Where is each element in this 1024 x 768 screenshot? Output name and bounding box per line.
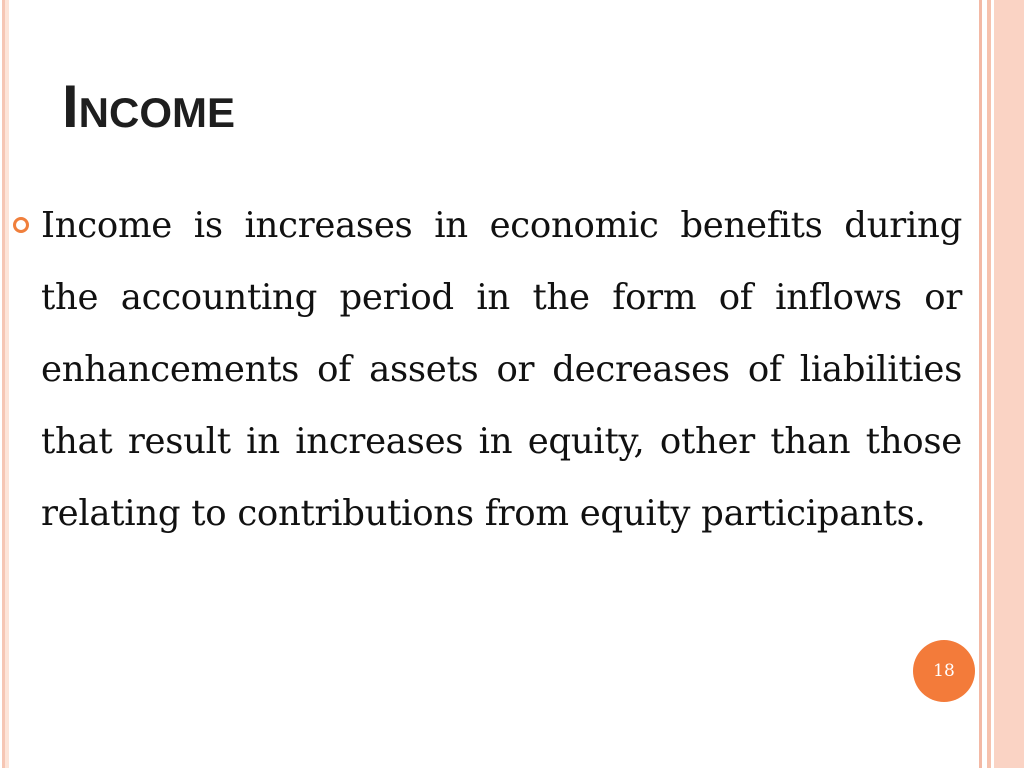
slide-right-border <box>979 0 1024 768</box>
page-number-badge <box>913 640 975 702</box>
circle-bullet-icon <box>13 217 29 233</box>
page-number: 18 <box>933 661 955 681</box>
slide-title: Income <box>62 73 236 140</box>
bullet-text: Income is increases in economic benefits during the accounting period in the form of inflows or enhancements of assets or decreases of liabilities that result in increases in equity, other than those relating to contributions from equity participants. <box>41 205 962 534</box>
slide-left-border <box>0 0 9 768</box>
